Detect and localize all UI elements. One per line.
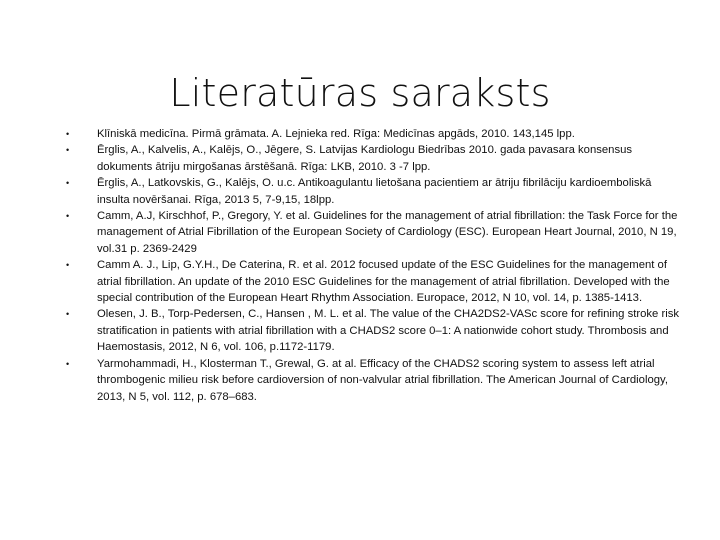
slide-title: Literatūras saraksts [169,71,551,116]
bullet-icon: • [66,358,70,369]
bullet-icon: • [66,129,70,139]
reference-list [0,126,720,405]
reference-item [0,142,720,175]
reference-text: Yarmohammadi, H., Klosterman T., Grewal, G. at al. Efficacy of the CHADS2 scoring system to assess left atrial thrombogenic milieu risk before cardioversion of non-valvular atrial fibrillation. The American Journal of Cardiology, 2013, N 5, vol. 112, p. 678–683. [97,357,668,403]
reference-item [0,257,720,306]
reference-text: Klīniskā medicīna. Pirmā grāmata. A. Lejnieka red. Rīga: Medicīnas apgāds, 2010. 143,145 lpp. [97,128,575,140]
bullet-icon: • [66,309,70,320]
reference-item [0,208,720,257]
reference-item [0,175,720,208]
reference-text: Olesen, J. B., Torp-Pedersen, C., Hansen , M. L. et al. The value of the CHA2DS2-VASc score for refining stroke risk stratification in patients with atrial fibrillation with a CHADS2 score 0–1: A nationwide cohort study. Thrombosis and Haemostasis, 2012, N 6, vol. 106, p.1172-1179. [97,308,680,354]
reference-text: Ērglis, A., Latkovskis, G., Kalējs, O. u.c. Antikoagulantu lietošana pacientiem ar ātriju fibrilāciju kardioemboliskā insulta novēršanai. Rīga, 2013 5, 7-9,15, 18lpp. [97,177,652,206]
bullet-icon: • [66,145,70,156]
reference-item [0,126,720,142]
bullet-icon: • [66,211,70,222]
reference-text: Ērglis, A., Kalvelis, A., Kalējs, O., Jēgere, S. Latvijas Kardiologu Biedrības 2010. gada pavasara konsensus dokuments ātriju mirgošanas ārstēšanā. Rīga: LKB, 2010. 3 -7 lpp. [97,144,633,173]
reference-item [0,356,720,405]
bullet-icon: • [66,178,70,189]
reference-text: Camm A. J., Lip, G.Y.H., De Caterina, R. et al. 2012 focused update of the ESC Guidelines for the management of atrial fibrillation. An update of the 2010 ESC Guidelines for the management of atrial fibrillation. Developed with the special contribution of the European Heart Rhythm Association. Europace, 2012, N 10, vol. 14, p. 1385-1413. [97,259,670,305]
reference-text: Camm, A.J, Kirschhof, P., Gregory, Y. et al. Guidelines for the management of atrial fibrillation: the Task Force for the management of Atrial Fibrillation of the European Society of Cardiology (ESC). European Heart Journal, 2010, N 19, vol.31 p. 2369-2429 [97,210,678,255]
reference-item [0,306,720,355]
bullet-icon: • [66,260,70,271]
